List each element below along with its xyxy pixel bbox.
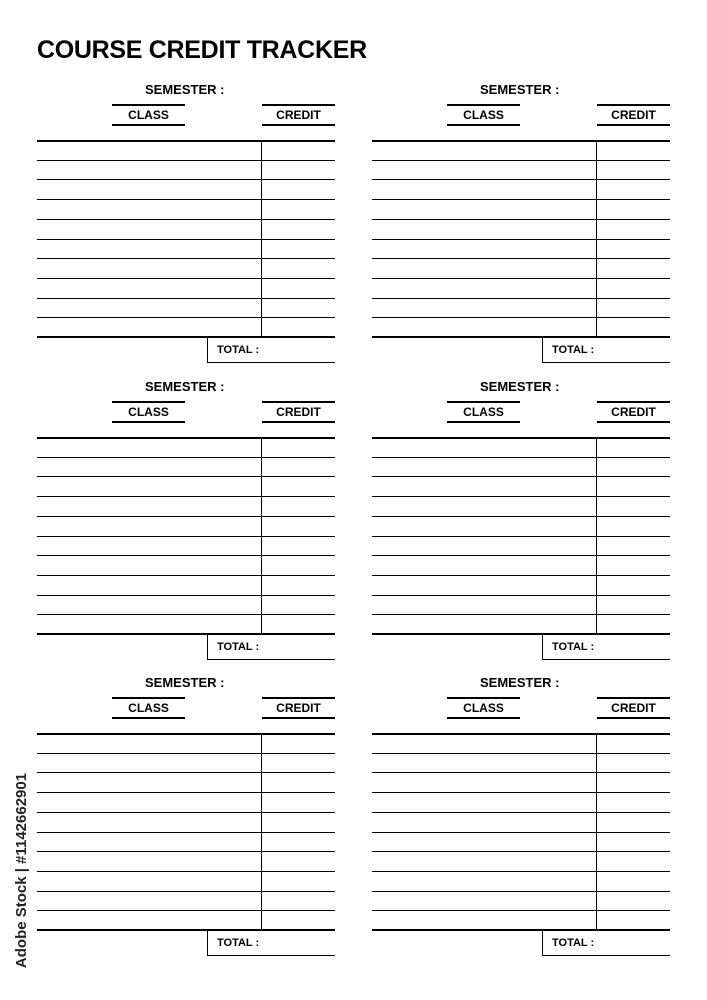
semester-label: SEMESTER : (480, 675, 560, 690)
table-row-line (37, 614, 335, 615)
table-row-line (37, 278, 335, 279)
semester-block (37, 675, 337, 971)
table-row-line (37, 871, 335, 872)
table-row-line (37, 258, 335, 259)
table-row-line (372, 851, 670, 852)
table-row-line (372, 772, 670, 773)
table-row-line (372, 891, 670, 892)
credit-table (37, 437, 335, 635)
semester-label: SEMESTER : (145, 675, 225, 690)
table-row-line (37, 891, 335, 892)
column-divider (596, 733, 597, 931)
table-row-line (372, 733, 670, 735)
semester-block (372, 379, 672, 675)
credit-header: CREDIT (597, 697, 670, 719)
total-label: TOTAL : (217, 344, 260, 356)
semester-block (37, 379, 337, 675)
class-header: CLASS (112, 104, 185, 126)
total-label: TOTAL : (552, 641, 595, 653)
table-row-line (37, 516, 335, 517)
total-box (207, 931, 335, 956)
table-row-line (37, 140, 335, 142)
table-row-line (37, 575, 335, 576)
table-row-line (372, 278, 670, 279)
total-box (542, 635, 670, 660)
credit-table (37, 733, 335, 931)
table-row-line (372, 575, 670, 576)
semester-label: SEMESTER : (480, 379, 560, 394)
credit-table (37, 140, 335, 338)
table-row-line (372, 219, 670, 220)
total-label: TOTAL : (217, 641, 260, 653)
table-row-line (37, 179, 335, 180)
semester-block (372, 675, 672, 971)
table-row-line (372, 910, 670, 911)
table-row-line (372, 753, 670, 754)
table-row-line (37, 219, 335, 220)
table-row-line (37, 496, 335, 497)
semester-label: SEMESTER : (145, 82, 225, 97)
total-box (542, 338, 670, 363)
table-row-line (37, 536, 335, 537)
table-row-line (372, 179, 670, 180)
table-row-line (372, 258, 670, 259)
table-row-line (37, 733, 335, 735)
table-row-line (372, 496, 670, 497)
table-row-line (372, 317, 670, 318)
table-row-line (372, 792, 670, 793)
table-row-line (37, 812, 335, 813)
credit-table (372, 140, 670, 338)
table-row-line (372, 516, 670, 517)
table-row-line (37, 832, 335, 833)
table-row-line (37, 199, 335, 200)
table-row-line (372, 160, 670, 161)
table-row-line (372, 140, 670, 142)
credit-header: CREDIT (597, 401, 670, 423)
table-row-line (372, 614, 670, 615)
class-header: CLASS (447, 401, 520, 423)
column-divider (261, 140, 262, 338)
table-row-line (372, 555, 670, 556)
table-row-line (372, 812, 670, 813)
total-label: TOTAL : (217, 937, 260, 949)
table-row-line (37, 160, 335, 161)
table-row-line (372, 457, 670, 458)
semester-label: SEMESTER : (145, 379, 225, 394)
total-box (207, 635, 335, 660)
table-row-line (37, 476, 335, 477)
column-divider (261, 733, 262, 931)
class-header: CLASS (112, 401, 185, 423)
semester-block (37, 82, 337, 378)
table-row-line (37, 772, 335, 773)
table-row-line (372, 199, 670, 200)
credit-header: CREDIT (262, 401, 335, 423)
total-box (207, 338, 335, 363)
table-row-line (372, 595, 670, 596)
table-row-line (372, 832, 670, 833)
table-row-line (37, 595, 335, 596)
class-header: CLASS (112, 697, 185, 719)
table-row-line (37, 792, 335, 793)
table-row-line (372, 476, 670, 477)
total-label: TOTAL : (552, 344, 595, 356)
table-row-line (372, 536, 670, 537)
table-row-line (37, 298, 335, 299)
table-row-line (372, 239, 670, 240)
table-row-line (37, 555, 335, 556)
semester-block (372, 82, 672, 378)
page-title: COURSE CREDIT TRACKER (37, 36, 367, 64)
total-label: TOTAL : (552, 937, 595, 949)
credit-header: CREDIT (597, 104, 670, 126)
credit-header: CREDIT (262, 104, 335, 126)
watermark-text: Adobe Stock | #1142662901 (13, 772, 31, 968)
column-divider (261, 437, 262, 635)
column-divider (596, 140, 597, 338)
column-divider (596, 437, 597, 635)
total-box (542, 931, 670, 956)
table-row-line (372, 871, 670, 872)
table-row-line (37, 910, 335, 911)
table-row-line (372, 437, 670, 439)
class-header: CLASS (447, 697, 520, 719)
credit-header: CREDIT (262, 697, 335, 719)
table-row-line (37, 851, 335, 852)
table-row-line (37, 457, 335, 458)
table-row-line (37, 239, 335, 240)
semester-label: SEMESTER : (480, 82, 560, 97)
watermark (12, 756, 32, 984)
table-row-line (372, 298, 670, 299)
credit-table (372, 733, 670, 931)
table-row-line (37, 437, 335, 439)
class-header: CLASS (447, 104, 520, 126)
credit-table (372, 437, 670, 635)
table-row-line (37, 753, 335, 754)
table-row-line (37, 317, 335, 318)
